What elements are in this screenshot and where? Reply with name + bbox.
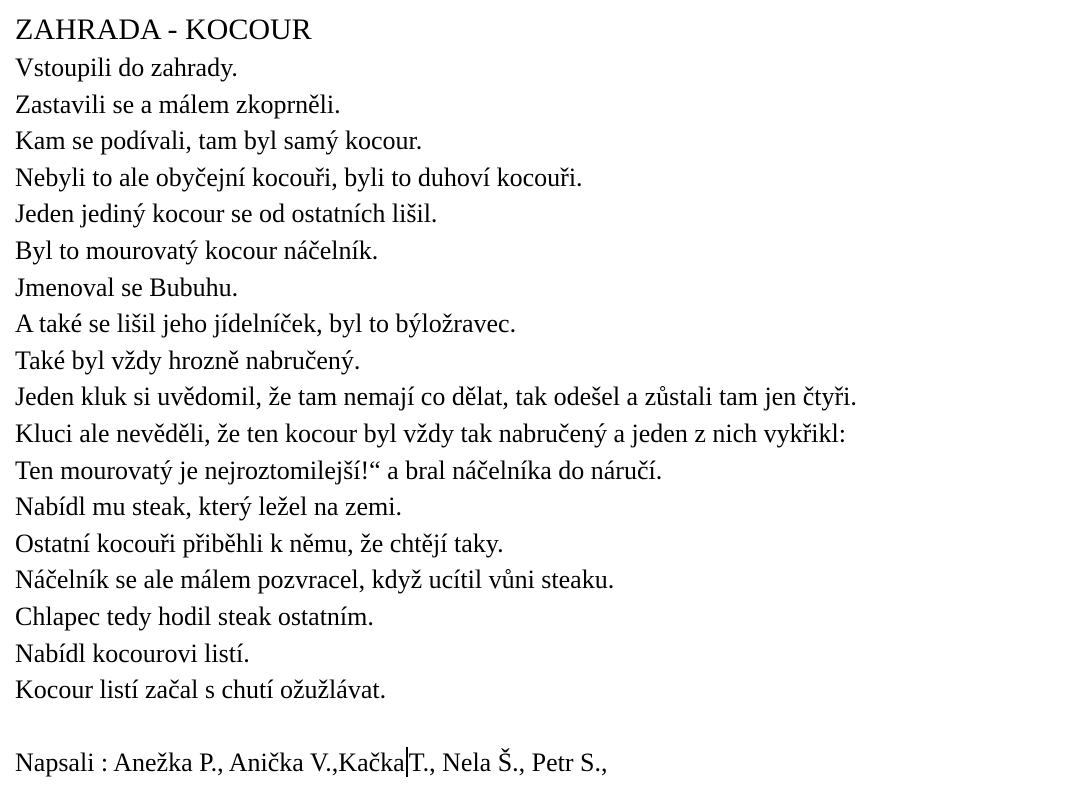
story-line: Vstoupili do zahrady. [15, 53, 238, 82]
story-line: Ten mourovatý je nejroztomilejší!“ a bral náčelníka do náručí. [15, 455, 663, 485]
document-body[interactable] [15, 10, 1060, 782]
blank-line [15, 709, 1060, 746]
text-cursor [406, 747, 408, 777]
story-line: Jmenoval se Bubuhu. [15, 272, 239, 302]
story-line: Také byl vždy hrozně nabručený. [15, 345, 361, 375]
story-line: Jeden jediný kocour se od ostatních lišil. [15, 199, 438, 229]
story-line: A také se lišil jeho jídelníček, byl to býložravec. [15, 309, 517, 339]
story-line: Jeden kluk si uvědomil, že tam nemají co dělat, tak odešel a zůstali tam jen čtyři. [15, 382, 857, 412]
story-line: Náčelník se ale málem pozvracel, když ucítil vůni steaku. [15, 565, 615, 595]
story-line: Zastavili se a málem zkoprněli. [15, 89, 341, 119]
story-line: Kam se podívali, tam byl samý kocour. [15, 126, 423, 156]
story-line: Chlapec tedy hodil steak ostatním. [15, 601, 374, 631]
document-title: ZAHRADA - KOCOUR [15, 13, 312, 46]
authors-line [15, 745, 1060, 782]
story-line: Kluci ale nevěděli, že ten kocour byl vždy tak nabručený a jeden z nich vykřikl: [15, 418, 846, 448]
story-line: Ostatní kocouři přiběhli k němu, že chtějí taky. [15, 528, 504, 558]
story-line: Byl to mourovatý kocour náčelník. [15, 235, 379, 265]
authors-text-after-caret: T., Nela Š., Petr S., [408, 748, 608, 778]
story-line: Nabídl mu steak, který ležel na zemi. [15, 492, 402, 522]
story-line: Nebyli to ale obyčejní kocouři, byli to duhoví kocouři. [15, 162, 583, 192]
story-lines [15, 50, 1060, 709]
story-line: Nabídl kocourovi listí. [15, 638, 250, 668]
authors-text-before-caret: Napsali : Anežka P., Anička V.,Kačka [15, 748, 405, 778]
story-line: Kocour listí začal s chutí ožužlávat. [15, 675, 387, 705]
